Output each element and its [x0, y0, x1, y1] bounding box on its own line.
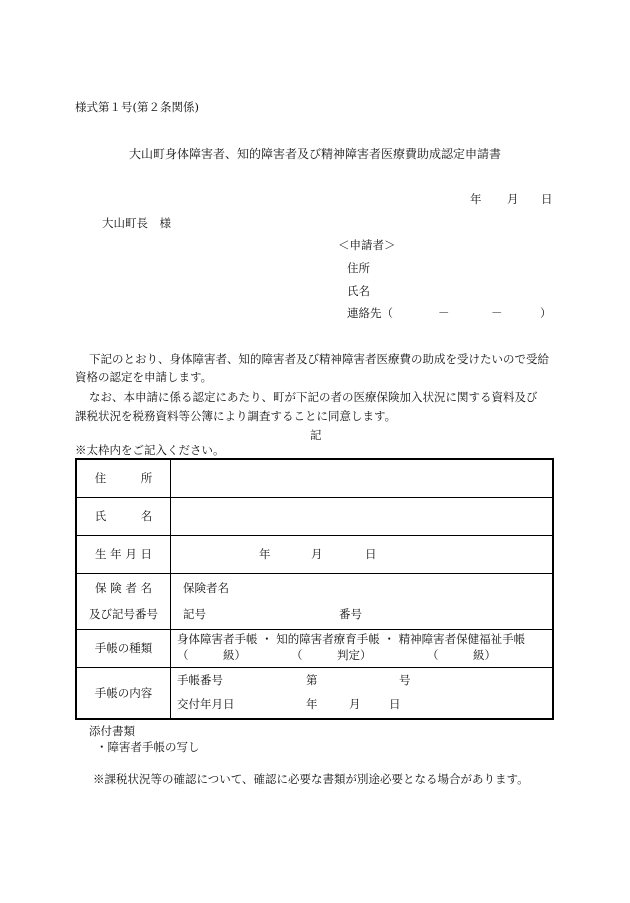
contact-close-paren: ）: [540, 306, 552, 320]
table-row-insurance: [76, 573, 553, 629]
form-number: 様式第１号(第２条関係): [75, 100, 199, 114]
issue-month-label: 月: [349, 696, 361, 711]
notebook-type-field[interactable]: [171, 629, 554, 667]
application-form-table: [75, 458, 554, 720]
issue-date-label: 交付年月日: [177, 696, 235, 711]
insurance-field[interactable]: [171, 573, 554, 629]
dai-label: 第: [306, 672, 318, 687]
date-day: 日: [541, 192, 553, 206]
insurance-label: [76, 573, 171, 629]
notebook-number-label: 手帳番号: [177, 672, 223, 687]
number-label: 番号: [339, 606, 362, 621]
address-label: 住 所: [76, 459, 171, 497]
notebook-content-field[interactable]: [171, 667, 554, 719]
go-label: 号: [399, 672, 411, 687]
applicant-address-label: 住所: [347, 261, 370, 275]
applicant-name-label: 氏名: [347, 284, 370, 298]
body-p2-line1: なお、本申請に係る認定にあたり、町が下記の者の医療保険加入状況に関する資料及び: [89, 390, 538, 404]
notebook-content-label: 手帳の内容: [76, 667, 171, 719]
notebook-type-label: 手帳の種類: [76, 629, 171, 667]
applicant-heading: ＜申請者＞: [338, 238, 396, 252]
table-row-notebook-content: [76, 667, 553, 719]
attachments-heading: 添付書類: [89, 724, 135, 738]
birth-day-label: 日: [365, 546, 377, 561]
date-month: 月: [507, 192, 519, 206]
body-p1-line2: 資格の認定を申請します。: [75, 370, 213, 384]
name-field[interactable]: [171, 497, 554, 535]
grade-mental: （ 級）: [427, 647, 496, 662]
table-row-birthdate: [76, 535, 553, 573]
birth-month-label: 月: [311, 546, 323, 561]
insurance-label-line1: 保 険 者 名: [95, 580, 152, 595]
date-year: 年: [470, 192, 482, 206]
issue-year-label: 年: [306, 696, 318, 711]
tax-note: ※課税状況等の確認について、確認に必要な書類が別途必要となる場合があります。: [93, 772, 529, 786]
birthdate-field[interactable]: [171, 535, 554, 573]
body-p1-line1: 下記のとおり、身体障害者、知的障害者及び精神障害者医療費の助成を受けたいので受給: [89, 352, 549, 366]
notebook-types: 身体障害者手帳 ・ 知的障害者療育手帳 ・ 精神障害者保健福祉手帳: [177, 631, 526, 646]
grade-physical: （ 級）: [177, 647, 246, 662]
table-row-name: [76, 497, 553, 535]
address-field[interactable]: [171, 459, 554, 497]
symbol-label: 記号: [183, 606, 206, 621]
contact-dash-1: －: [438, 306, 450, 320]
table-row-notebook-type: [76, 629, 553, 667]
grade-intellectual: （ 判定）: [291, 647, 372, 662]
table-row-address: [76, 459, 553, 497]
instruction: ※太枠内をご記入ください。: [75, 443, 225, 457]
issue-day-label: 日: [389, 696, 401, 711]
birth-year-label: 年: [259, 546, 271, 561]
birthdate-label: 生 年 月 日: [76, 535, 171, 573]
name-label: 氏 名: [76, 497, 171, 535]
page-title: 大山町身体障害者、知的障害者及び精神障害者医療費助成認定申請書: [128, 147, 501, 161]
ki-heading: 記: [310, 428, 322, 442]
contact-dash-2: －: [491, 306, 503, 320]
addressee: 大山町長 様: [102, 216, 171, 230]
body-p2-line2: 課税状況を税務資料等公簿により調査することに同意します。: [75, 409, 397, 423]
insurance-label-line2: 及び記号番号: [89, 606, 158, 621]
applicant-contact-label: 連絡先（: [347, 306, 393, 320]
attachment-item: ・障害者手帳の写し: [96, 740, 200, 754]
insurer-name-label: 保険者名: [183, 580, 229, 595]
